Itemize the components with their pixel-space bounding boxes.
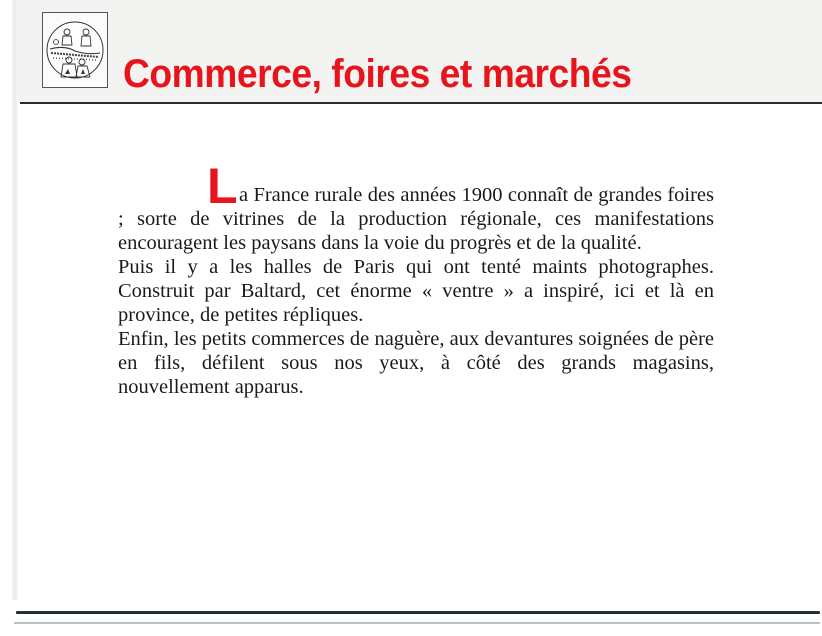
article-body (118, 158, 714, 399)
paragraph-3: Enfin, les petits commerces de naguère, aux devantures soignées de père en fils, défilent sous nos yeux, à côté des grands magasins, nouvellement apparus. (118, 328, 714, 398)
page-bottom-edge (16, 611, 820, 614)
paragraph-1-text: France rurale des années 1900 connaît de grandes foires ; sorte de vitrines de la production régionale, ces manifestations encouragent les paysans dans la voie du progrès et de la qualité. (118, 184, 714, 254)
drop-cap: L (207, 158, 238, 214)
paragraph-2: Puis il y a les halles de Paris qui ont tenté maints photographes. Construit par Baltard, cet énorme « ventre » a inspiré, ici et là en province, de petites répliques. (118, 256, 714, 326)
first-word: a (239, 184, 249, 206)
header-divider (20, 102, 822, 104)
page-bottom-margin (14, 624, 820, 636)
market-scene-illustration-icon (42, 12, 108, 88)
page-title: Commerce, foires et marchés (123, 52, 632, 96)
